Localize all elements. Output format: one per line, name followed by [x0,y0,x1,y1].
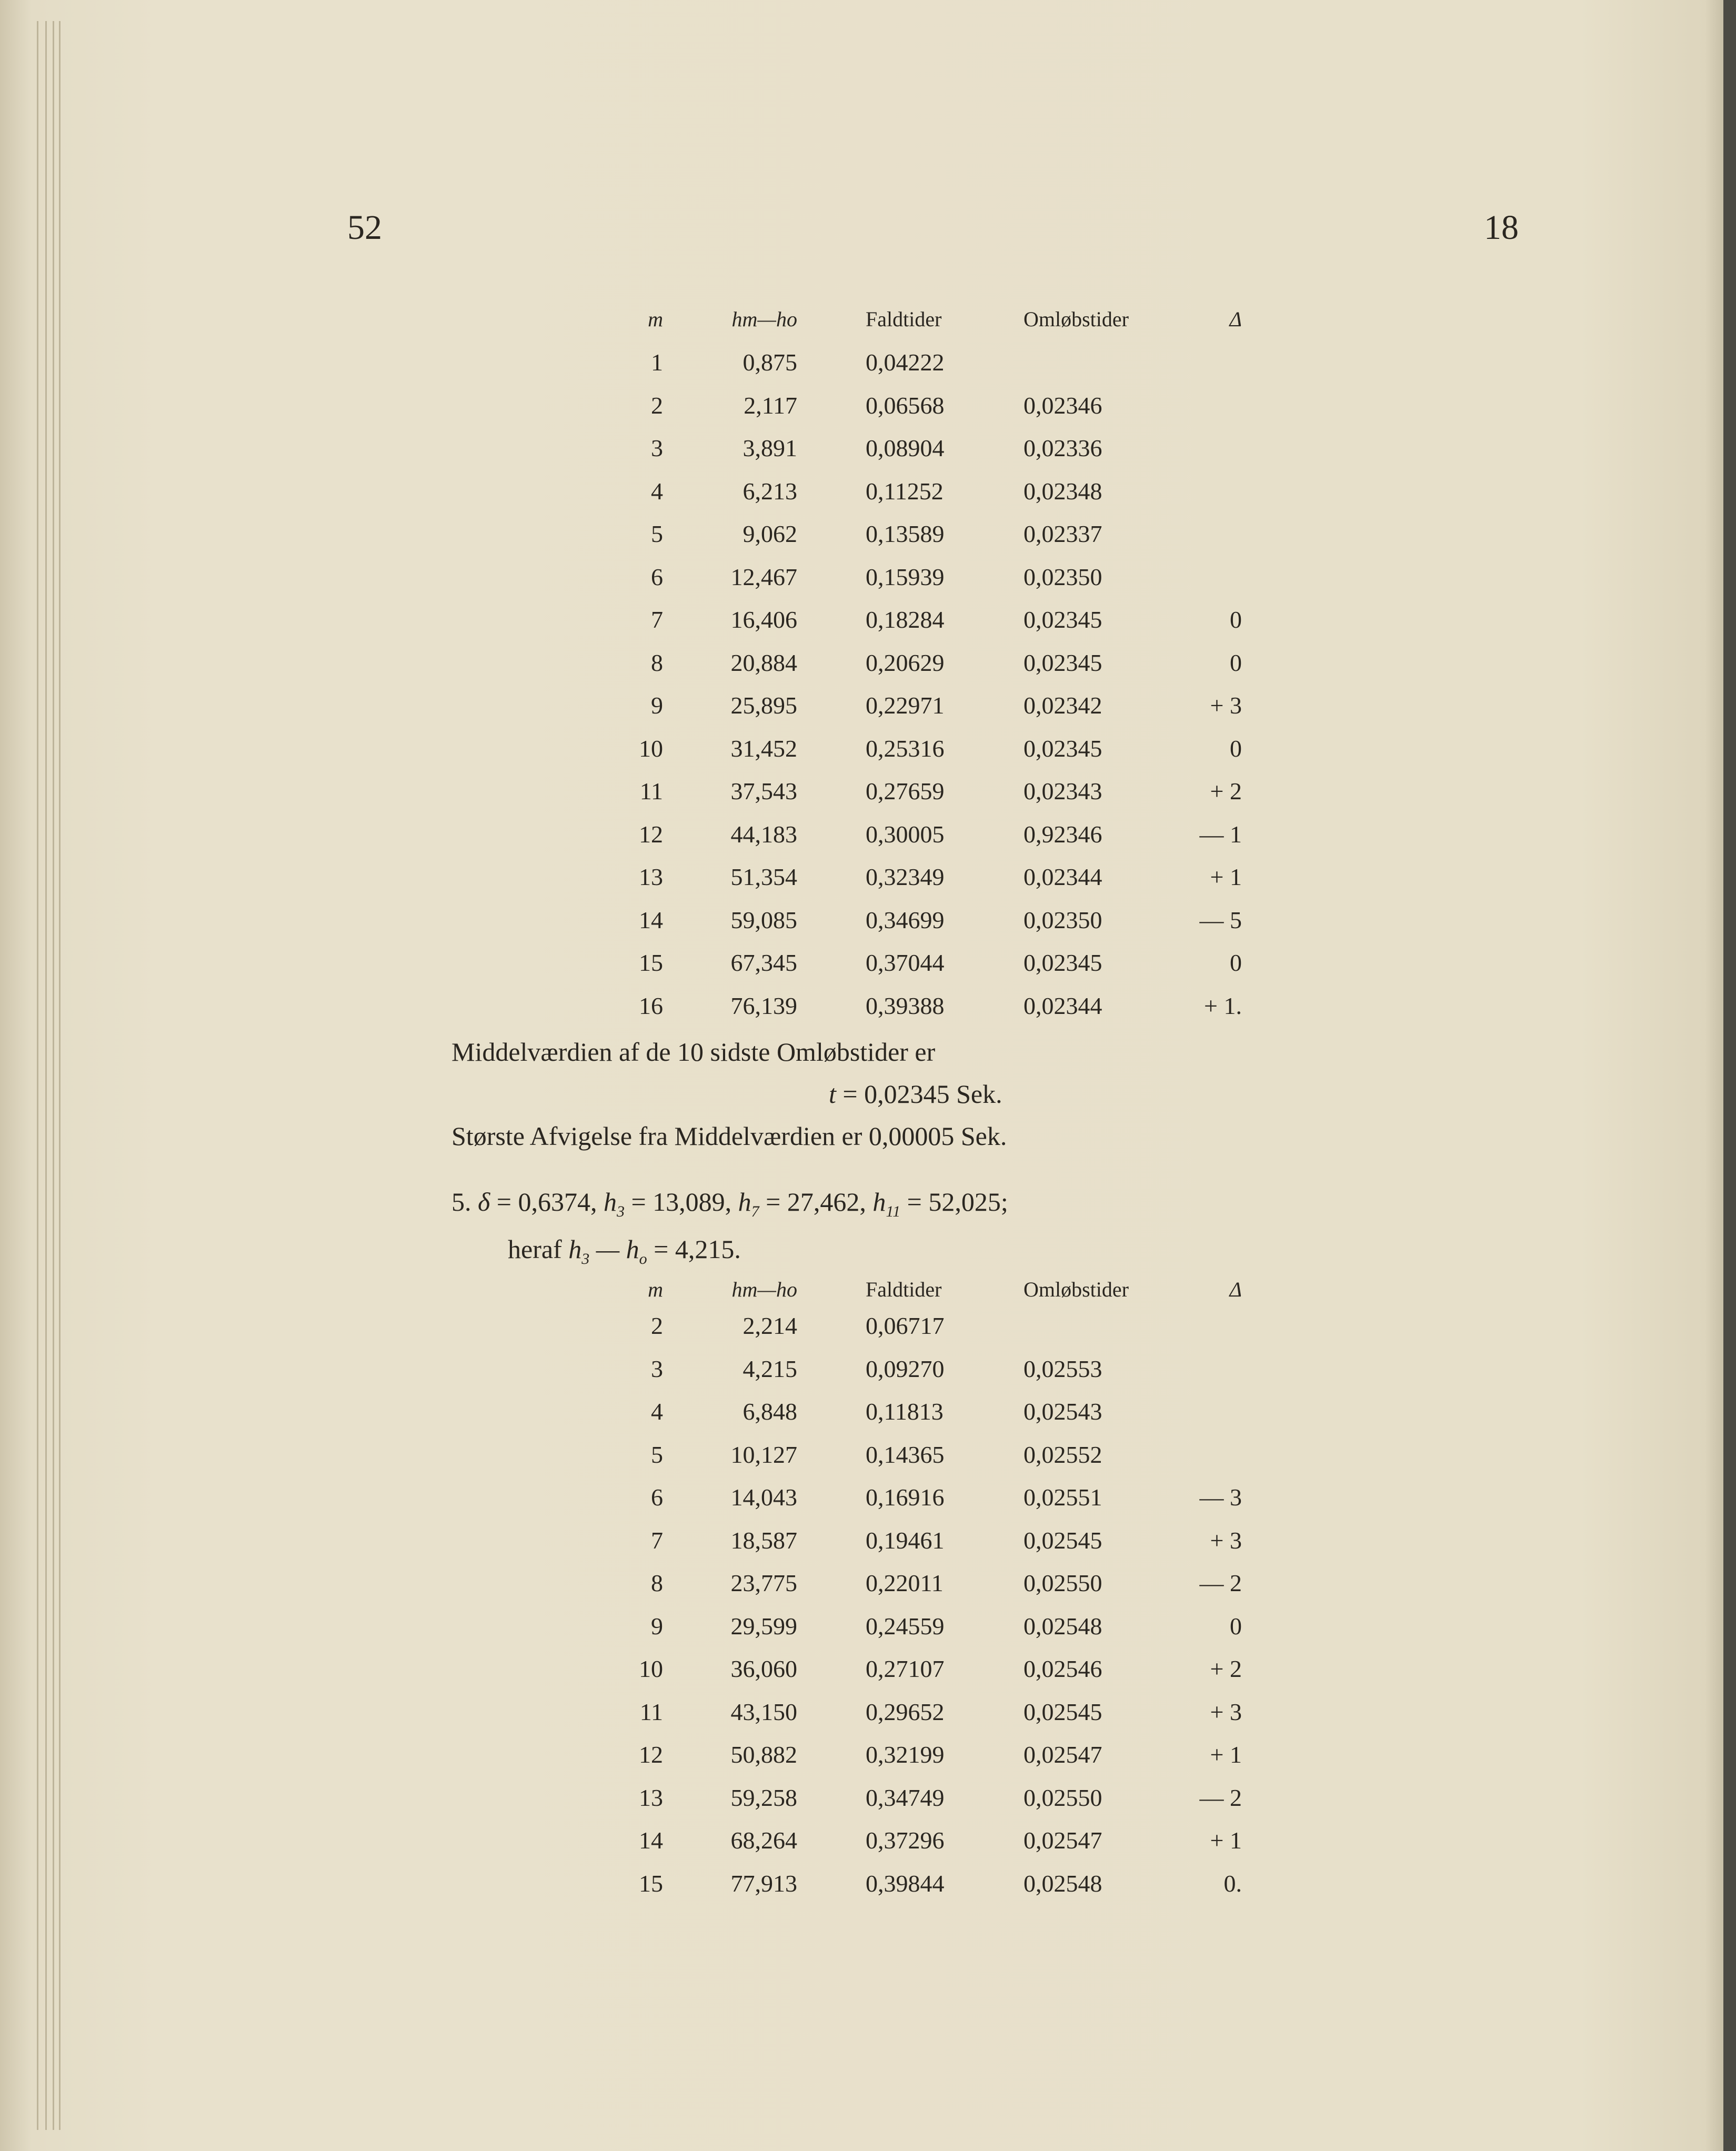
table-row [0,1526,1736,1569]
cell-h: 10,127 [730,1441,797,1468]
cell-fald: 0,24559 [866,1612,945,1640]
cell-fald: 0,22011 [866,1570,944,1596]
cell-fald: 0,14365 [866,1441,945,1468]
cell-m: 9 [651,1612,663,1640]
cell-h: 68,264 [730,1827,797,1854]
cell-m: 3 [651,1355,663,1382]
cell-delta: 0 [1230,1612,1242,1640]
cell-fald: 0,06717 [866,1312,945,1339]
cell-oml: 0,92346 [1023,820,1102,848]
cell-oml: 0,02348 [1023,477,1102,505]
cell-m: 13 [639,863,663,890]
cell-delta: + 3 [1210,1526,1242,1554]
table-row [0,992,1736,1034]
cell-m: 12 [639,1741,663,1768]
cell-m: 10 [639,735,663,762]
cell-m: 7 [651,1526,663,1554]
cell-h: 37,543 [730,778,797,805]
cell-h: 6,213 [742,477,797,505]
cell-oml: 0,02545 [1023,1698,1102,1725]
cell-fald: 0,11813 [866,1398,944,1425]
cell-m: 1 [651,349,663,376]
header-delta: Δ [1229,307,1242,331]
cell-h: 2,117 [744,391,797,419]
cell-h: 2,214 [742,1312,797,1339]
cell-oml: 0,02545 [1023,1526,1102,1554]
cell-m: 6 [651,563,663,590]
h3-symbol: $h_3$ [603,1187,625,1220]
header-delta: Δ [1229,1278,1242,1301]
cell-delta: + 1 [1210,1741,1242,1768]
page-number-left: 52 [347,208,382,247]
table-row [0,1569,1736,1611]
cell-h: 76,139 [730,992,797,1019]
cell-fald: 0,34699 [866,906,945,933]
cell-m: 15 [639,949,663,976]
cell-h: 6,848 [742,1398,797,1425]
table-row [0,1355,1736,1397]
h3-minus-h0-symbol: $h_3$ — $h_o$ [568,1234,647,1268]
cell-delta: + 2 [1210,778,1242,805]
cell-h: 16,406 [730,606,797,633]
cell-m: 16 [639,992,663,1019]
cell-fald: 0,13589 [866,520,945,547]
cell-delta: + 3 [1210,692,1242,719]
table-row [0,1612,1736,1654]
table-row [0,691,1736,733]
table-row [0,949,1736,991]
header-m: m [648,307,663,331]
cell-oml: 0,02345 [1023,949,1102,976]
cell-fald: 0,11252 [866,477,944,505]
table-row [0,434,1736,476]
cell-m: 11 [639,778,663,805]
cell-oml: 0,02543 [1023,1398,1102,1425]
cell-oml: 0,02344 [1023,992,1102,1019]
summary-t-value [829,1079,1002,1109]
cell-fald: 0,29652 [866,1698,945,1725]
cell-h: 9,062 [742,520,797,547]
table-row [0,777,1736,819]
cell-m: 4 [651,477,663,505]
table-row [0,477,1736,519]
table-row [0,1441,1736,1483]
cell-delta: — 5 [1199,906,1242,933]
cell-m: 12 [639,820,663,848]
cell-fald: 0,22971 [866,692,945,719]
cell-h: 0,875 [742,349,797,376]
cell-oml: 0,02336 [1023,435,1102,461]
header-fald: Faldtider [866,1278,942,1301]
cell-fald: 0,39844 [866,1869,945,1897]
cell-delta: + 1 [1210,863,1242,890]
cell-h: 59,258 [730,1784,797,1811]
cell-oml: 0,02350 [1023,906,1102,933]
table-row [0,649,1736,691]
cell-h: 4,215 [742,1355,797,1382]
table-row [0,1741,1736,1783]
cell-oml: 0,02344 [1023,863,1102,890]
cell-fald: 0,27107 [866,1655,945,1682]
cell-h: 12,467 [730,563,797,590]
cell-h: 20,884 [730,649,797,676]
cell-oml: 0,02342 [1023,692,1102,719]
cell-fald: 0,37296 [866,1827,945,1854]
cell-h: 50,882 [730,1741,797,1768]
summary-mean-text: Middelværdien af de 10 sidste Omløbstider er [451,1037,936,1067]
cell-delta: 0. [1223,1869,1242,1897]
cell-fald: 0,16916 [866,1484,945,1511]
cell-h: 77,913 [730,1869,797,1897]
header-h: hm—ho [731,1278,797,1301]
cell-oml: 0,02550 [1023,1784,1102,1811]
table-row [0,820,1736,862]
cell-oml: 0,02547 [1023,1827,1102,1854]
cell-h: 51,354 [730,863,797,890]
cell-m: 15 [639,1869,663,1897]
header-oml: Omløbstider [1023,307,1129,331]
cell-fald: 0,20629 [866,649,945,676]
section-number: 5. [451,1187,471,1217]
cell-delta: 0 [1230,735,1242,762]
cell-h: 18,587 [730,1526,797,1554]
table-row [0,1869,1736,1912]
summary-deviation-text: Største Afvigelse fra Middelværdien er 0,00005 Sek. [451,1121,1007,1151]
cell-m: 2 [651,1312,663,1339]
header-h: hm—ho [731,307,797,331]
cell-m: 8 [651,1570,663,1596]
cell-delta: + 1 [1210,1827,1242,1854]
table-row [0,906,1736,948]
table-row [0,1698,1736,1740]
cell-oml: 0,02346 [1023,391,1102,419]
cell-fald: 0,19461 [866,1526,945,1554]
cell-delta: — 2 [1199,1784,1242,1811]
cell-delta: + 2 [1210,1655,1242,1682]
cell-m: 2 [651,391,663,419]
cell-fald: 0,32349 [866,863,945,890]
table-row [0,520,1736,562]
cell-h: 44,183 [730,820,797,848]
table-row [0,1826,1736,1868]
cell-oml: 0,02345 [1023,649,1102,676]
cell-m: 3 [651,435,663,461]
cell-fald: 0,27659 [866,778,945,805]
table-row [0,735,1736,777]
table-row [0,1483,1736,1525]
cell-h: 23,775 [730,1570,797,1596]
header-fald: Faldtider [866,307,942,331]
h3-value: = 13,089, [631,1187,732,1217]
table-row [0,606,1736,648]
cell-h: 31,452 [730,735,797,762]
cell-oml: 0,02345 [1023,735,1102,762]
cell-fald: 0,08904 [866,435,945,461]
table-row [0,1398,1736,1440]
cell-oml: 0,02350 [1023,563,1102,590]
cell-m: 11 [639,1698,663,1725]
table-row [0,391,1736,434]
cell-oml: 0,02343 [1023,778,1102,805]
cell-fald: 0,30005 [866,820,945,848]
delta-value: = 0,6374, [496,1187,597,1217]
cell-fald: 0,39388 [866,992,945,1019]
cell-m: 14 [639,1827,663,1854]
h7-symbol: $h_7$ [738,1187,759,1220]
cell-oml: 0,02345 [1023,606,1102,633]
cell-m: 5 [651,520,663,547]
cell-m: 4 [651,1398,663,1425]
cell-h: 14,043 [730,1484,797,1511]
cell-oml: 0,02548 [1023,1612,1102,1640]
cell-oml: 0,02337 [1023,520,1102,547]
cell-m: 7 [651,606,663,633]
cell-oml: 0,02550 [1023,1570,1102,1596]
cell-fald: 0,15939 [866,563,945,590]
cell-h: 67,345 [730,949,797,976]
heraf-value: = 4,215. [654,1234,741,1264]
cell-fald: 0,09270 [866,1355,945,1382]
cell-fald: 0,37044 [866,949,945,976]
cell-m: 10 [639,1655,663,1682]
cell-delta: + 3 [1210,1698,1242,1725]
h11-value: = 52,025; [907,1187,1008,1217]
cell-oml: 0,02547 [1023,1741,1102,1768]
cell-h: 3,891 [742,435,797,461]
cell-m: 13 [639,1784,663,1811]
table-row [0,1784,1736,1826]
page-number-right: 18 [1484,208,1519,247]
cell-delta: + 1. [1204,992,1242,1019]
cell-delta: 0 [1230,949,1242,976]
cell-oml: 0,02551 [1023,1484,1102,1511]
section5-heraf [508,1234,741,1268]
cell-fald: 0,06568 [866,391,945,419]
cell-delta: — 2 [1199,1570,1242,1596]
cell-h: 29,599 [730,1612,797,1640]
section5-params [451,1187,1008,1221]
cell-fald: 0,18284 [866,606,945,633]
h7-value: = 27,462, [766,1187,866,1217]
table-row [0,563,1736,605]
t-symbol: t [829,1079,836,1109]
cell-h: 25,895 [730,692,797,719]
table-row [0,1655,1736,1697]
table-row [0,863,1736,905]
cell-delta: 0 [1230,649,1242,676]
cell-fald: 0,25316 [866,735,945,762]
cell-m: 6 [651,1484,663,1511]
header-m: m [648,1278,663,1301]
cell-oml: 0,02552 [1023,1441,1102,1468]
cell-m: 5 [651,1441,663,1468]
t-value: = 0,02345 Sek. [842,1079,1002,1109]
cell-oml: 0,02553 [1023,1355,1102,1382]
cell-fald: 0,32199 [866,1741,945,1768]
delta-symbol: δ [478,1187,490,1217]
cell-m: 9 [651,692,663,719]
heraf-label: heraf [508,1234,562,1264]
table-row [0,1312,1736,1354]
cell-fald: 0,04222 [866,349,945,376]
table-header-row [0,307,1736,349]
cell-delta: 0 [1230,606,1242,633]
cell-h: 36,060 [730,1655,797,1682]
cell-fald: 0,34749 [866,1784,945,1811]
header-oml: Omløbstider [1023,1278,1129,1301]
cell-delta: — 3 [1199,1484,1242,1511]
cell-oml: 0,02548 [1023,1869,1102,1897]
cell-m: 14 [639,906,663,933]
table-row [0,348,1736,390]
h11-symbol: $h_{11}$ [872,1187,901,1220]
cell-h: 59,085 [730,906,797,933]
cell-m: 8 [651,649,663,676]
cell-delta: — 1 [1199,820,1242,848]
cell-oml: 0,02546 [1023,1655,1102,1682]
cell-h: 43,150 [730,1698,797,1725]
